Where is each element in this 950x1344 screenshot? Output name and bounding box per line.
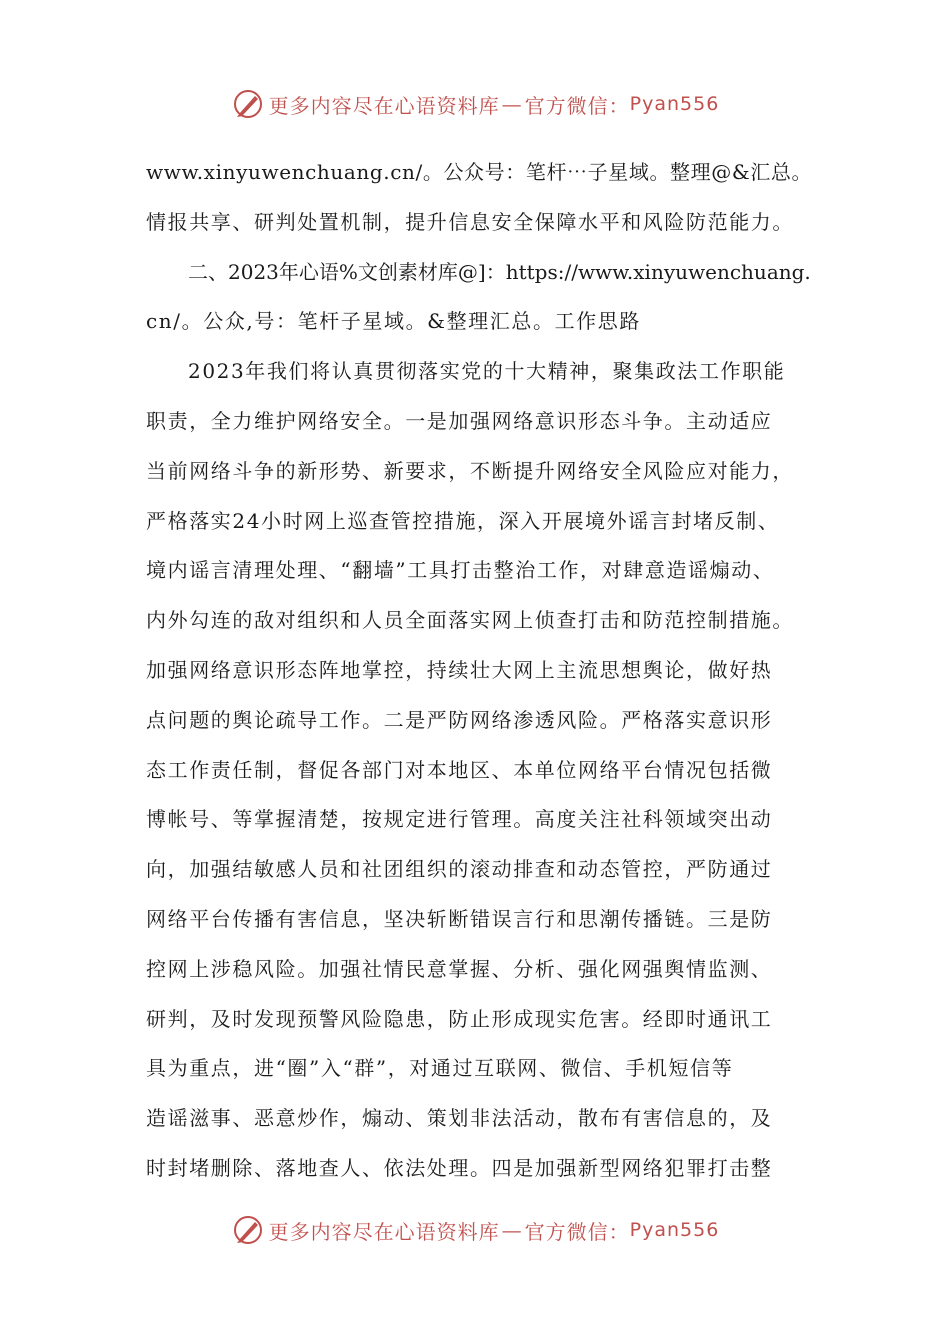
text-line: 态工作责任制，督促各部门对本地区、本单位网络平台情况包括微 (146, 757, 773, 782)
section-heading: 二、2023年心语%文创素材库@]：https://www.xinyuwenchuang. (188, 259, 811, 284)
text-line: 当前网络斗争的新形势、新要求，不断提升网络安全风险应对能力， (146, 458, 794, 483)
text-line: 加强网络意识形态阵地掌控，持续壮大网上主流思想舆论，做好热 (146, 657, 773, 682)
watermark-separator: — (501, 1218, 523, 1242)
watermark-text: 更多内容尽在心语资料库 (268, 1219, 500, 1244)
text-line: 情报共享、研判处置机制，提升信息安全保障水平和风险防范能力。 (146, 209, 794, 234)
text-line: 具为重点，进“圈”入“群”，对通过互联网、微信、手机短信等 (146, 1056, 734, 1081)
text-line: 内外勾连的敌对组织和人员全面落实网上侦查打击和防范控制措施。 (146, 608, 794, 633)
text-line: 职责，全力维护网络安全。一是加强网络意识形态斗争。主动适应 (146, 408, 773, 433)
text-line: 时封堵删除、落地查人、依法处理。四是加强新型网络犯罪打击整 (146, 1155, 773, 1180)
watermark-wechat-id: Pyan556 (629, 1219, 720, 1241)
footer-watermark (0, 1212, 950, 1248)
text-line: 造谣滋事、恶意炒作，煽动、策划非法活动，散布有害信息的，及 (146, 1106, 773, 1131)
header-watermark (0, 86, 950, 122)
watermark-text: 更多内容尽在心语资料库 (268, 93, 500, 118)
pen-logo-icon (231, 87, 265, 121)
text-line: 向，加强结敏感人员和社团组织的滚动排查和动态管控，严防通过 (146, 857, 773, 882)
text-line: 点问题的舆论疏导工作。二是严防网络渗透风险。严格落实意识形 (146, 707, 773, 732)
text-line: 网络平台传播有害信息，坚决斩断错误言行和思潮传播链。三是防 (146, 906, 773, 931)
text-line: cn/。公众,号：笔杆子星域。&整理汇总。工作思路 (146, 309, 641, 334)
watermark-separator: — (501, 92, 523, 116)
text-line: 研判，及时发现预警风险隐患，防止形成现实危害。经即时通讯工 (146, 1006, 773, 1031)
paragraph-first-line: 2023年我们将认真贯彻落实党的十大精神，聚集政法工作职能 (188, 359, 786, 384)
pen-logo-icon (231, 1213, 265, 1247)
text-line: 严格落实24小时网上巡查管控措施，深入开展境外谣言封堵反制、 (146, 508, 780, 533)
watermark-wechat-id: Pyan556 (629, 93, 720, 115)
text-line: 控网上涉稳风险。加强社情民意掌握、分析、强化网强舆情监测、 (146, 956, 773, 981)
watermark-suffix: 官方微信： (524, 93, 630, 118)
text-line: www.xinyuwenchuang.cn/。公众号：笔杆⋯子星域。整理@&汇总。 (146, 160, 813, 184)
watermark-suffix: 官方微信： (524, 1219, 630, 1244)
document-body (146, 148, 818, 1194)
text-line: 博帐号、等掌握清楚，按规定进行管理。高度关注社科领域突出动 (146, 807, 773, 832)
text-line: 境内谣言清理处理、“翻墙”工具打击整治工作，对肆意造谣煽动、 (146, 558, 775, 583)
